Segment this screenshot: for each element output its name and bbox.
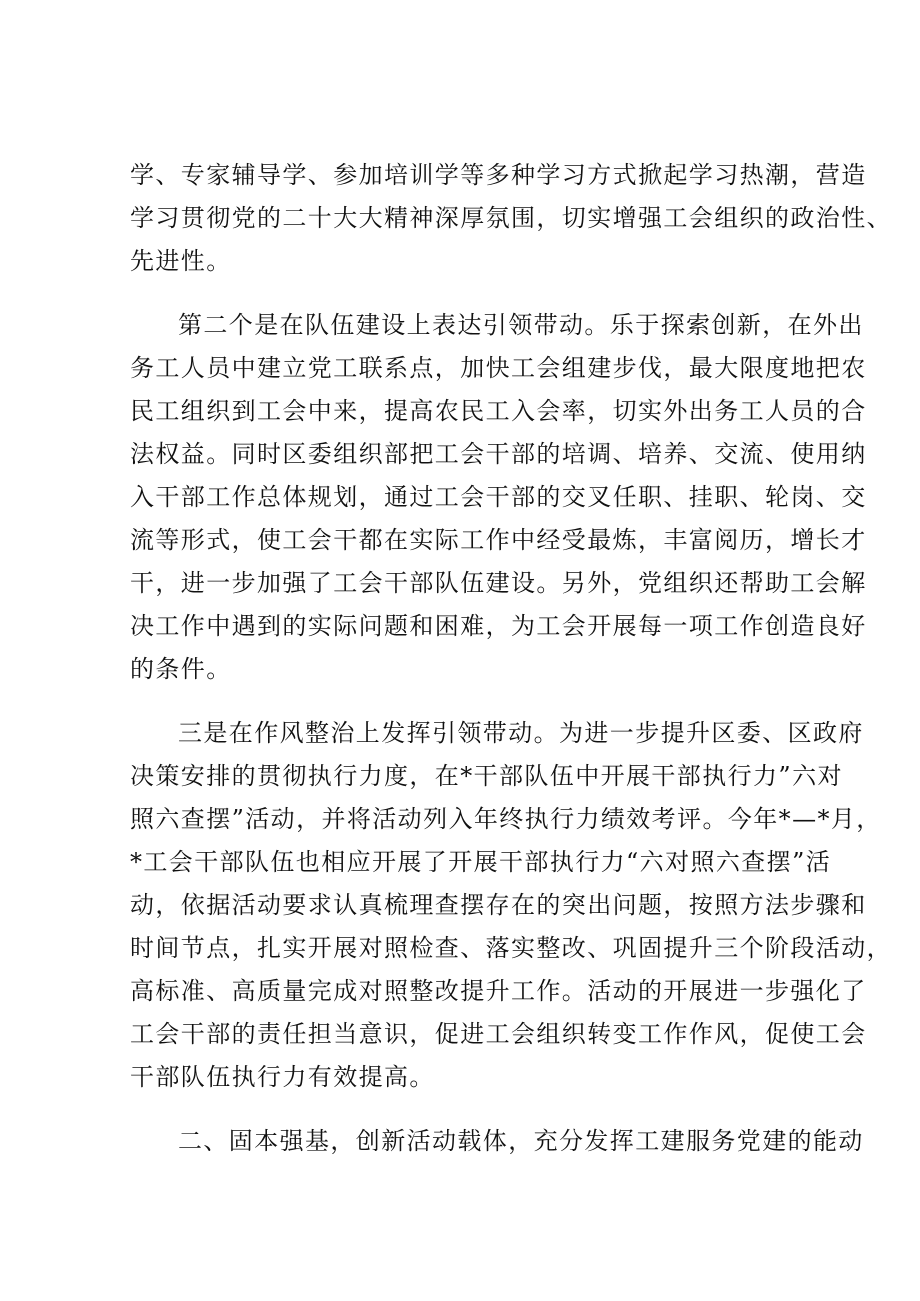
paragraph — [130, 304, 867, 691]
text-line: *工会干部队伍也相应开展了开展干部执行力“六对照六查摆”活 — [130, 848, 832, 876]
text-line: 照六查摆”活动，并将活动列入年终执行力绩效考评。今年*—*月， — [130, 805, 882, 833]
text-line: 的条件。 — [130, 655, 232, 683]
text-line: 决工作中遇到的实际问题和困难，为工会开展每一项工作创造良好 — [130, 612, 867, 640]
text-line: 学、专家辅导学、参加培训学等多种学习方式掀起学习热潮，营造 — [130, 161, 867, 189]
text-line: 动，依据活动要求认真梳理查摆存在的突出问题，按照方法步骤和 — [130, 891, 867, 919]
text-line: 时间节点，扎实开展对照检查、落实整改、巩固提升三个阶段活动， — [130, 934, 892, 962]
paragraph — [130, 712, 892, 1099]
document-body — [130, 154, 892, 1163]
text-line: 干，进一步加强了工会干部队伍建设。另外，党组织还帮助工会解 — [130, 569, 867, 597]
text-line: 工会干部的责任担当意识，促进工会组织转变工作作风，促使工会 — [130, 1020, 867, 1048]
text-line: 第二个是在队伍建设上表达引领带动。乐于探索创新，在外出 — [178, 311, 864, 339]
text-line: 学习贯彻党的二十大大精神深厚氛围，切实增强工会组织的政治性、 — [130, 204, 892, 232]
section-heading — [130, 1120, 864, 1163]
text-line: 民工组织到工会中来，提高农民工入会率，切实外出务工人员的合 — [130, 397, 867, 425]
text-line: 二、固本强基，创新活动载体，充分发挥工建服务党建的能动 — [178, 1127, 864, 1155]
text-line: 入干部工作总体规划，通过工会干部的交叉任职、挂职、轮岗、交 — [130, 483, 867, 511]
text-line: 先进性。 — [130, 247, 232, 275]
paragraph — [130, 154, 892, 283]
text-line: 高标准、高质量完成对照整改提升工作。活动的开展进一步强化了 — [130, 977, 867, 1005]
text-line: 干部队伍执行力有效提高。 — [130, 1063, 435, 1091]
text-line: 三是在作风整治上发挥引领带动。为进一步提升区委、区政府 — [178, 719, 864, 747]
text-line: 法权益。同时区委组织部把工会干部的培调、培养、交流、使用纳 — [130, 440, 867, 468]
text-line: 务工人员中建立党工联系点，加快工会组建步伐，最大限度地把农 — [130, 354, 867, 382]
text-line: 决策安排的贯彻执行力度，在*干部队伍中开展干部执行力”六对 — [130, 762, 843, 790]
text-line: 流等形式，使工会干都在实际工作中经受最炼，丰富阅历，增长才 — [130, 526, 867, 554]
